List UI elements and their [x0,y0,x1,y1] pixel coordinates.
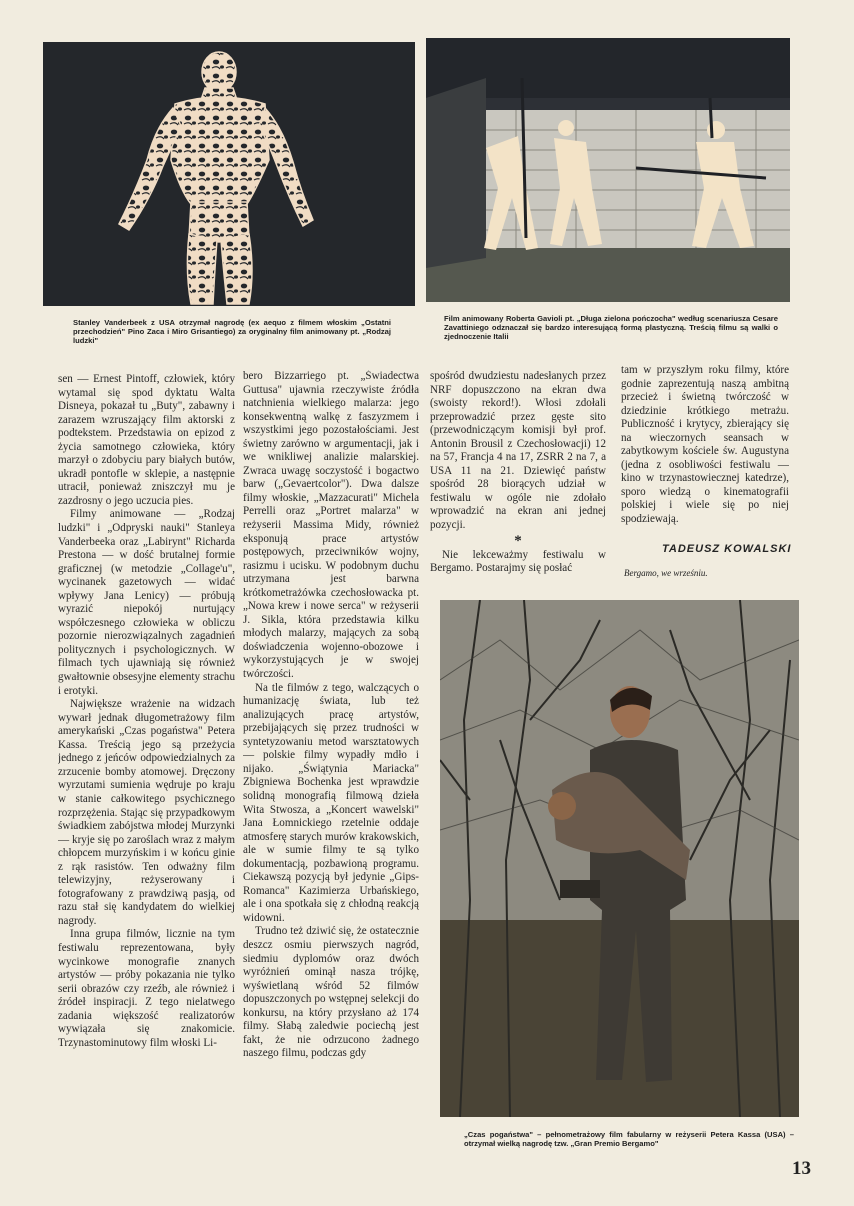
page-number: 13 [792,1158,811,1179]
paragraph: bero Bizzarriego pt. „Świadectwa Guttusa" ujawnia rzeczywiste źródła natchnienia wielkiego malarza: jego konsekwentną walkę z faszyzmem i wszystkimi jego pozostałościami. Jest świetny zarówno w argumentacji, jak i we wnikliwej analizie malarskiej. Zwraca uwagę soczystość i bogactwo barw („Gevaertcolor"). Dwa dalsze filmy włoskie, „Mazzacurati" Michela Perrelli oraz „Portret malarza" w reżyserii Massima Midy, również eksponują prace artystów postępowych, przeciwników wojny, rasizmu i ucisku. W podobnym duchu utrzymana jest barwna krótkometrażówka czechosłowacka pt. „Nowa krew i nowe serca" w reżyserii J. Sikla, która przedstawia kilku młodych malarzy, mających za sobą doświadczenia wojenno-obozowe i wykorzystujących je w swojej twórczości. [243,370,419,681]
paragraph: Największe wrażenie na widzach wywarł jednak długometrażowy film amerykański „Czas pogaństwa" Petera Kassa. Treścią jego są przeżycia jednego z jeńców odpowiedzialnych za zrzucenie bomby atomowej. Dręczony wyrzutami sumienia wędruje po kraju w stanie całkowitego psychicznego rozprzężenia. Stając się przypadkowym świadkiem zabójstwa młodej Murzynki — kryje się po zaroślach wraz z małym chłopcem murzyńskim i w końcu ginie z rąk rasistów. Ten odważny film telewizyjny, reżyserowany i fotografowany z prawdziwą pasją, od razu stał się kandydatem do wielkiej nagrody. [58,698,235,927]
figure-photo-rodzaj-ludzki [43,42,415,306]
figure-photo-dluga-zielona-ponczocha [426,38,790,302]
paragraph: Nie lekceważmy festiwalu w Bergamo. Postarajmy się posłać [430,548,606,575]
place-date-line: Bergamo, we wrześniu. [624,568,708,578]
section-separator-star: * [514,532,522,549]
cutout-human-figure-icon [43,42,415,306]
caption-figure-1: Stanley Vanderbeek z USA otrzymał nagrodę (ex aequo z filmem włoskim „Ostatni przechodzień" Pino Zaca i Miro Grisantiego) za oryginalny film animowany pt. „Rodzaj ludzki" [73,318,391,346]
caption-figure-2: Film animowany Roberta Gavioli pt. „Długa zielona pończocha" według scenariusza Cesare Zavattiniego odznaczał się bardzo interesującą formą plastyczną. Treścią filmu są walki o zjednoczenie Italii [444,314,778,342]
caption-figure-3: „Czas pogaństwa" – pełnometrażowy film fabularny w reżyserii Petera Kassa (USA) – otrzymał wielką nagrodę tzw. „Gran Premio Bergamo" [464,1130,794,1149]
paragraph: Trudno też dziwić się, że ostatecznie deszcz osmiu pierwszych nagród, siedmiu dyplomów oraz dwóch wyróżnień ominął nasza trójkę, wyświetlaną wśród 52 filmów dopuszczonych po wstępnej selekcji do konkursu, na który przysłano aż 174 filmy. Słabą zaledwie pociechą jest fakt, że nie odrzucono żadnego naszego filmu, podczas gdy [243,925,419,1060]
animation-wall-scene-icon [426,38,790,302]
paragraph: sen — Ernest Pintoff, człowiek, który wytamal się spod dyktatu Walta Disneya, pokazał tu „Buty", zabawny i zarazem wzruszający film aktorski z podtekstem. Przedstawia on epizod z życia samotnego człowieka, który marzył o zdobyciu pary białych butów, ukradł pontofle w sklepie, a następnie utracił, ponieważ zniszczył mu je zazdrosny o jego uczucia pies. [58,373,235,507]
paragraph: spośród dwudziestu nadesłanych przez NRF dopuszczono na ekran dwa (swoisty rekord!). Włosi zdołali przeprowadzić przez gęste sito (przewodniczącym komisji był prof. Antonin Brousil z Czechosłowacji) 12 na 57, Francja 4 na 17, ZSRR 2 na 7, a USA 11 na 21. Dziewięć państw spośród 28 biorących udział w festiwalu w ogóle nie zdołało wprowadzić na ekran ani jednej pozycji. [430,370,606,532]
text-column-1 [58,373,235,1173]
paragraph: Filmy animowane — „Rodzaj ludzki" i „Odpryski nauki" Stanleya Vanderbeeka oraz „Labirynt" Richarda Prestona — w dość brutalnej formie graficznej (w metodzie „Collage'u", wycinanek gazetowych — widać wpływy Jana Lenicy) — próbują wyrazić niepokój nurtujący współczesnego człowieka w obliczu pozornie nierozwiązalnych zagadnień politycznych i psychologicznych. W filmach tych ujawniają się również gwałtownie obsesyjne elementy strachu i erotyki. [58,508,235,697]
paragraph: tam w przyszłym roku filmy, które godnie zaprezentują naszą ambitną przecież i świetną twórczość w dziedzinie krótkiego metrażu. Publiczność i krytycy, zbierający się na wieczornych seansach w zabytkowym kościele św. Augustyna (jedna z osobliwości festiwalu — kino w trzynastowiecznej katedrze), sporo wiedzą o kinematografii polskiej i wiele się po niej spodziewają. [621,364,789,526]
author-signature: TADEUSZ KOWALSKI [662,543,792,555]
forest-scene-icon [440,600,799,1117]
paragraph: Na tle filmów z tego, walczących o humanizację świata, lub też analizujących pracę artystów, przebijających się przez trudności w syntetyzowaniu metod warsztatowych — polskie filmy wypadły mdło i nijako. „Świątynia Mariacka" Zbigniewa Bochenka jest wprawdzie solidną monografią filmową dzieła Wita Stwosza, a „Koncert wawelski" Jana Łomnickiego rzetelnie oddaje atmosferę starych murów krakowskich, ale w sumie filmy te są tylko dokumentacją, pozbawioną programu. Ciekawszą pozycją był jedynie „Gips-Romanca" Kazimierza Urbańskiego, ale i ona spotkała się z chłodną reakcją widowni. [243,681,419,924]
text-column-3 [430,370,606,590]
paragraph: Inna grupa filmów, licznie na tym festiwalu reprezentowana, były wycinkowe monografie znanych artystów — próby pokazania nie tylko serii obrazów czy rzeźb, ale również i źródeł inspiracji. Z tego nielatwego zadania większość realizatorów wywiązała się znakomicie. Trzynastominutowy film włoski Li- [58,928,235,1049]
text-column-2 [243,370,419,1170]
figure-photo-czas-poganstwa [440,600,799,1117]
text-column-4 [621,364,789,544]
